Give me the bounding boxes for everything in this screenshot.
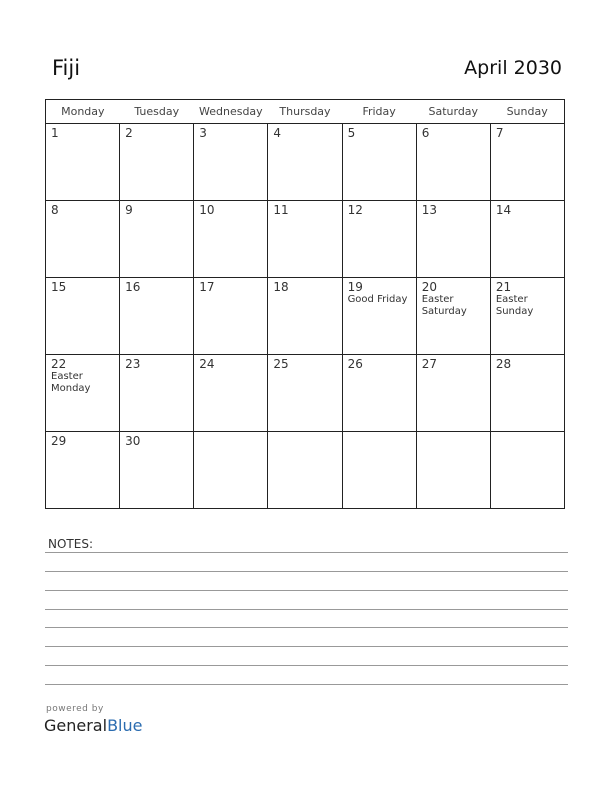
country-title: Fiji	[52, 56, 81, 80]
calendar-day-cell	[120, 124, 194, 201]
calendar-day-cell	[194, 432, 268, 509]
calendar-day-cell	[416, 124, 490, 201]
calendar-day-cell	[268, 355, 342, 432]
calendar-day-cell	[490, 432, 564, 509]
calendar-day-cell	[342, 355, 416, 432]
calendar-day-cell	[268, 124, 342, 201]
calendar-day-cell	[46, 201, 120, 278]
calendar-day-cell	[342, 124, 416, 201]
generalblue-logo	[44, 716, 142, 735]
weekday-header: Wednesday	[194, 100, 268, 124]
calendar-day-cell	[268, 278, 342, 355]
month-year-title: April 2030	[464, 57, 562, 79]
day-number: 2	[125, 126, 133, 140]
day-number: 20	[421, 280, 437, 294]
day-number: 3	[199, 126, 207, 140]
day-number: 17	[199, 280, 215, 294]
day-number: 22	[51, 357, 67, 371]
day-number: 5	[347, 126, 356, 140]
day-number: 24	[199, 357, 215, 371]
calendar-day-cell	[46, 278, 120, 355]
notes-line	[45, 571, 568, 572]
notes-line	[45, 609, 568, 610]
weekday-header: Sunday	[490, 100, 564, 124]
notes-line	[45, 646, 568, 647]
day-number: 6	[421, 126, 430, 140]
calendar-day-cell	[490, 278, 564, 355]
calendar-day-cell	[120, 278, 194, 355]
calendar-day-cell	[194, 278, 268, 355]
calendar-day-cell	[490, 201, 564, 278]
weekday-header: Saturday	[416, 100, 490, 124]
weekday-header: Thursday	[268, 100, 342, 124]
day-number: 13	[421, 203, 437, 217]
day-number: 8	[51, 203, 59, 217]
calendar-day-cell	[490, 124, 564, 201]
calendar-day-cell	[194, 355, 268, 432]
notes-line	[45, 684, 568, 685]
calendar-day-cell	[416, 432, 490, 509]
calendar-day-cell	[120, 355, 194, 432]
calendar-week-row	[46, 278, 565, 355]
day-number: 7	[495, 126, 504, 140]
calendar-day-cell	[46, 355, 120, 432]
day-number: 15	[51, 280, 67, 294]
calendar-week-row	[46, 355, 565, 432]
notes-line	[45, 552, 568, 553]
day-number: 25	[273, 357, 289, 371]
calendar-week-row	[46, 201, 565, 278]
calendar-day-cell	[416, 278, 490, 355]
day-number: 23	[125, 357, 141, 371]
calendar-day-cell	[342, 201, 416, 278]
calendar-day-cell	[46, 124, 120, 201]
day-number: 1	[51, 126, 59, 140]
day-number: 4	[273, 126, 282, 140]
day-number: 26	[347, 357, 363, 371]
calendar-week-row	[46, 432, 565, 509]
weekday-header: Friday	[342, 100, 416, 124]
calendar-grid	[45, 99, 565, 509]
brand-blue: Blue	[107, 716, 143, 735]
weekday-header-row	[46, 100, 565, 124]
day-number: 19	[347, 280, 363, 294]
day-number: 12	[347, 203, 363, 217]
day-number: 14	[495, 203, 512, 217]
calendar-day-cell	[46, 432, 120, 509]
powered-by-text: powered by	[46, 704, 104, 714]
brand-general: General	[44, 716, 108, 735]
notes-line	[45, 590, 568, 591]
notes-line	[45, 665, 568, 666]
holiday-label: Easter Sunday	[495, 294, 534, 317]
day-number: 9	[125, 203, 133, 217]
day-number: 30	[125, 434, 141, 448]
calendar-day-cell	[490, 355, 564, 432]
calendar-day-cell	[194, 201, 268, 278]
calendar-day-cell	[268, 201, 342, 278]
calendar-day-cell	[342, 278, 416, 355]
day-number: 18	[273, 280, 289, 294]
day-number: 10	[199, 203, 215, 217]
calendar-day-cell	[416, 355, 490, 432]
calendar-week-row	[46, 124, 565, 201]
notes-label: NOTES:	[48, 537, 93, 551]
day-number: 16	[125, 280, 141, 294]
calendar-day-cell	[268, 432, 342, 509]
weekday-header: Monday	[46, 100, 120, 124]
day-number: 11	[273, 203, 289, 217]
calendar-day-cell	[194, 124, 268, 201]
calendar-day-cell	[416, 201, 490, 278]
calendar-day-cell	[120, 201, 194, 278]
calendar-day-cell	[342, 432, 416, 509]
holiday-label: Easter Saturday	[421, 294, 467, 317]
holiday-label: Good Friday	[347, 294, 408, 305]
day-number: 29	[51, 434, 67, 448]
holiday-label: Easter Monday	[51, 371, 91, 394]
calendar-day-cell	[120, 432, 194, 509]
notes-line	[45, 627, 568, 628]
day-number: 28	[495, 357, 512, 371]
weekday-header: Tuesday	[120, 100, 194, 124]
day-number: 21	[495, 280, 512, 294]
day-number: 27	[421, 357, 437, 371]
